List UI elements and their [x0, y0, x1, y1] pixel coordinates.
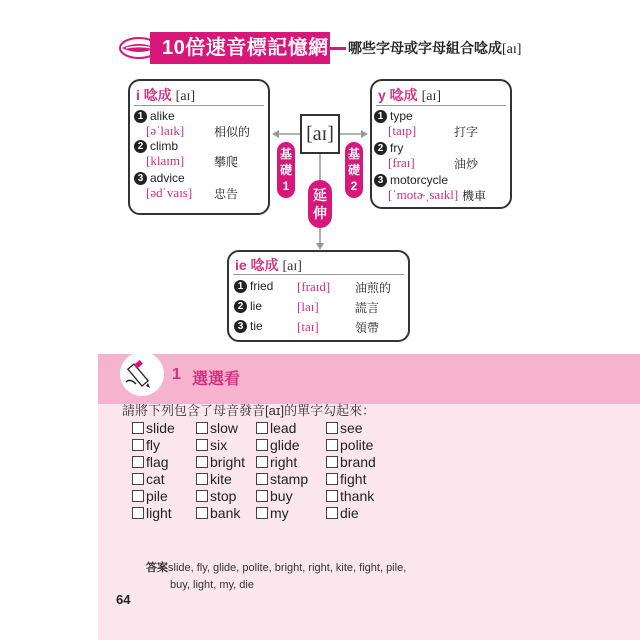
- exercise-number: 1: [172, 366, 181, 383]
- box-i-head-ipa: [aɪ]: [175, 89, 196, 104]
- checkbox-item[interactable]: [326, 488, 374, 504]
- checkbox-item[interactable]: [196, 505, 240, 521]
- box-ie-item-2-ipa: [laɪ]: [297, 299, 319, 314]
- checkbox-label: cat: [146, 471, 165, 487]
- checkbox-item[interactable]: [256, 488, 293, 504]
- word-text: climb: [150, 139, 179, 153]
- checkbox-label: kite: [210, 471, 232, 487]
- checkbox-icon[interactable]: [196, 473, 208, 485]
- checkbox-item[interactable]: [256, 505, 289, 521]
- box-ie-head-text: ie 唸成: [235, 257, 279, 273]
- checkbox-label: brand: [340, 454, 376, 470]
- center-symbol: [aɪ]: [306, 123, 334, 145]
- extension-pill: [308, 180, 332, 228]
- word-text: tie: [250, 319, 263, 333]
- checkbox-icon[interactable]: [132, 490, 144, 502]
- checkbox-label: fight: [340, 471, 367, 487]
- checkbox-icon[interactable]: [256, 473, 268, 485]
- checkbox-icon[interactable]: [326, 507, 338, 519]
- box-y-item-2-ipa: [fraɪ]: [388, 155, 415, 170]
- subtitle-text: 哪些字母或字母組合唸成: [348, 40, 502, 56]
- page-number: 64: [116, 592, 131, 607]
- box-ie: [227, 250, 410, 342]
- checkbox-label: stamp: [270, 471, 309, 487]
- checkbox-icon[interactable]: [326, 439, 338, 451]
- checkbox-item[interactable]: [326, 471, 366, 487]
- checkbox-item[interactable]: [132, 420, 175, 436]
- pill-char: 延: [313, 187, 327, 203]
- checkbox-icon[interactable]: [256, 439, 268, 451]
- number-badge: 1: [374, 110, 387, 123]
- checkbox-icon[interactable]: [326, 490, 338, 502]
- checkbox-label: see: [340, 420, 363, 436]
- pill-char: 2: [350, 179, 358, 193]
- word-text: advice: [150, 171, 185, 185]
- checkbox-label: flag: [146, 454, 169, 470]
- checkbox-label: slide: [146, 420, 175, 436]
- checkbox-icon[interactable]: [196, 422, 208, 434]
- checkbox-label: fly: [146, 437, 160, 453]
- box-ie-item-1-zh: 油煎的: [355, 281, 392, 295]
- word-text: motorcycle: [390, 173, 449, 187]
- number-badge: 2: [134, 140, 147, 153]
- box-i-item-1-zh: 相似的: [214, 125, 251, 139]
- checkbox-label: die: [340, 505, 359, 521]
- checkbox-label: bank: [210, 505, 241, 521]
- subtitle-ipa: [aɪ]: [502, 42, 522, 57]
- checkbox-label: slow: [210, 420, 239, 436]
- checkbox-item[interactable]: [196, 437, 227, 453]
- box-y-item-3-ipa: [ˈmotɚ͵saɪkl]: [388, 187, 459, 202]
- checkbox-icon[interactable]: [256, 422, 268, 434]
- checkbox-item[interactable]: [256, 437, 300, 453]
- box-i-item-3-zh: 忠告: [214, 187, 239, 201]
- word-text: lie: [250, 299, 263, 313]
- number-badge: 2: [234, 300, 247, 313]
- checkbox-icon[interactable]: [326, 422, 338, 434]
- arrow-down-icon: [316, 243, 324, 250]
- box-i-item-2-zh: 攀爬: [214, 155, 239, 169]
- checkbox-item[interactable]: [132, 471, 165, 487]
- pill-char: 1: [282, 179, 290, 193]
- pill-char: 伸: [313, 205, 327, 221]
- box-i-item-3-ipa: [ədˈvaɪs]: [146, 185, 193, 200]
- checkbox-item[interactable]: [196, 454, 245, 470]
- checkbox-item[interactable]: [132, 505, 172, 521]
- word-text: fried: [250, 279, 274, 293]
- checkbox-icon[interactable]: [132, 456, 144, 468]
- checkbox-icon[interactable]: [132, 439, 144, 451]
- checkbox-label: bright: [210, 454, 246, 470]
- checkbox-label: lead: [270, 420, 297, 436]
- pill-char: 礎: [347, 163, 360, 177]
- box-ie-item-3-zh: 領帶: [355, 321, 380, 335]
- checkbox-icon[interactable]: [196, 490, 208, 502]
- arrow-right-icon: [361, 130, 368, 138]
- checkbox-item[interactable]: [326, 420, 363, 436]
- box-y-item-2-zh: 油炒: [454, 157, 479, 171]
- basic-2-pill: [345, 142, 363, 198]
- box-i-item-2-ipa: [klaɪm]: [146, 153, 185, 168]
- arrow-left-icon: [272, 130, 279, 138]
- box-ie-heading: [235, 255, 302, 275]
- box-ie-item-3-ipa: [taɪ]: [297, 319, 319, 334]
- pill-char: 礎: [279, 163, 292, 177]
- box-ie-item-3-word: [234, 319, 263, 333]
- checkbox-icon[interactable]: [326, 473, 338, 485]
- pill-char: 基: [347, 147, 360, 161]
- number-badge: 1: [134, 110, 147, 123]
- checkbox-item[interactable]: [256, 420, 296, 436]
- box-y-item-1-ipa: [taɪp]: [388, 123, 417, 138]
- answer-label: 答案: [146, 562, 168, 574]
- box-ie-item-1-word: [234, 279, 273, 293]
- checkbox-label: right: [270, 454, 298, 470]
- number-badge: 3: [134, 172, 147, 185]
- box-ie-divider: [233, 274, 404, 275]
- checkbox-icon[interactable]: [132, 507, 144, 519]
- box-ie-item-2-word: [234, 299, 262, 313]
- box-y-item-1-zh: 打字: [454, 125, 479, 139]
- box-y-item-3-zh: 機車: [462, 189, 487, 203]
- checkbox-item[interactable]: [132, 488, 168, 504]
- pill-char: 基: [279, 147, 292, 161]
- checkbox-icon[interactable]: [196, 456, 208, 468]
- checkbox-item[interactable]: [256, 454, 297, 470]
- word-text: fry: [390, 141, 404, 155]
- box-ie-item-1-ipa: [fraɪd]: [297, 279, 331, 294]
- checkbox-label: six: [210, 437, 228, 453]
- exercise-title: 選選看: [192, 371, 241, 388]
- checkbox-icon[interactable]: [196, 439, 208, 451]
- checkbox-item[interactable]: [132, 437, 160, 453]
- pencil-icon: [120, 352, 164, 396]
- checkbox-icon[interactable]: [132, 473, 144, 485]
- answer-line-1: slide, fly, glide, polite, bright, right, kite, fight, pile,: [168, 562, 407, 574]
- word-text: alike: [150, 109, 175, 123]
- checkbox-label: glide: [270, 437, 300, 453]
- checkbox-item[interactable]: [326, 505, 359, 521]
- box-y-head-text: y 唸成: [378, 87, 418, 103]
- checkbox-label: buy: [270, 488, 293, 504]
- checkbox-label: polite: [340, 437, 374, 453]
- exercise-instruction: 請將下列包含了母音發音[aɪ]的單字勾起來：: [122, 403, 376, 418]
- checkbox-item[interactable]: [196, 420, 238, 436]
- checkbox-item[interactable]: [256, 471, 308, 487]
- checkbox-label: my: [270, 505, 289, 521]
- checkbox-icon[interactable]: [256, 456, 268, 468]
- checkbox-item[interactable]: [196, 488, 236, 504]
- checkbox-label: thank: [340, 488, 375, 504]
- number-badge: 1: [234, 280, 247, 293]
- box-y-head-ipa: [aɪ]: [421, 89, 442, 104]
- checkbox-icon[interactable]: [196, 507, 208, 519]
- checkbox-item[interactable]: [132, 454, 169, 470]
- checkbox-item[interactable]: [326, 454, 376, 470]
- word-text: type: [390, 109, 413, 123]
- page-title: 10倍速音標記憶網: [150, 32, 330, 64]
- number-badge: 2: [374, 142, 387, 155]
- answer-block: [146, 560, 476, 594]
- checkbox-item[interactable]: [196, 471, 232, 487]
- checkbox-icon[interactable]: [256, 490, 268, 502]
- number-badge: 3: [374, 174, 387, 187]
- number-badge: 3: [234, 320, 247, 333]
- box-i-head-text: i 唸成: [136, 87, 172, 103]
- basic-1-pill: [277, 142, 295, 198]
- checkbox-icon[interactable]: [256, 507, 268, 519]
- box-i-item-1-ipa: [əˈlaɪk]: [146, 123, 185, 138]
- center-symbol-box: [300, 114, 340, 154]
- checkbox-label: pile: [146, 488, 168, 504]
- checkbox-icon[interactable]: [132, 422, 144, 434]
- checkbox-item[interactable]: [326, 437, 373, 453]
- checkbox-label: stop: [210, 488, 237, 504]
- answer-line-2: buy, light, my, die: [170, 579, 254, 591]
- checkbox-label: light: [146, 505, 172, 521]
- box-ie-head-ipa: [aɪ]: [282, 259, 302, 274]
- box-ie-item-2-zh: 謊言: [355, 301, 380, 315]
- checkbox-icon[interactable]: [326, 456, 338, 468]
